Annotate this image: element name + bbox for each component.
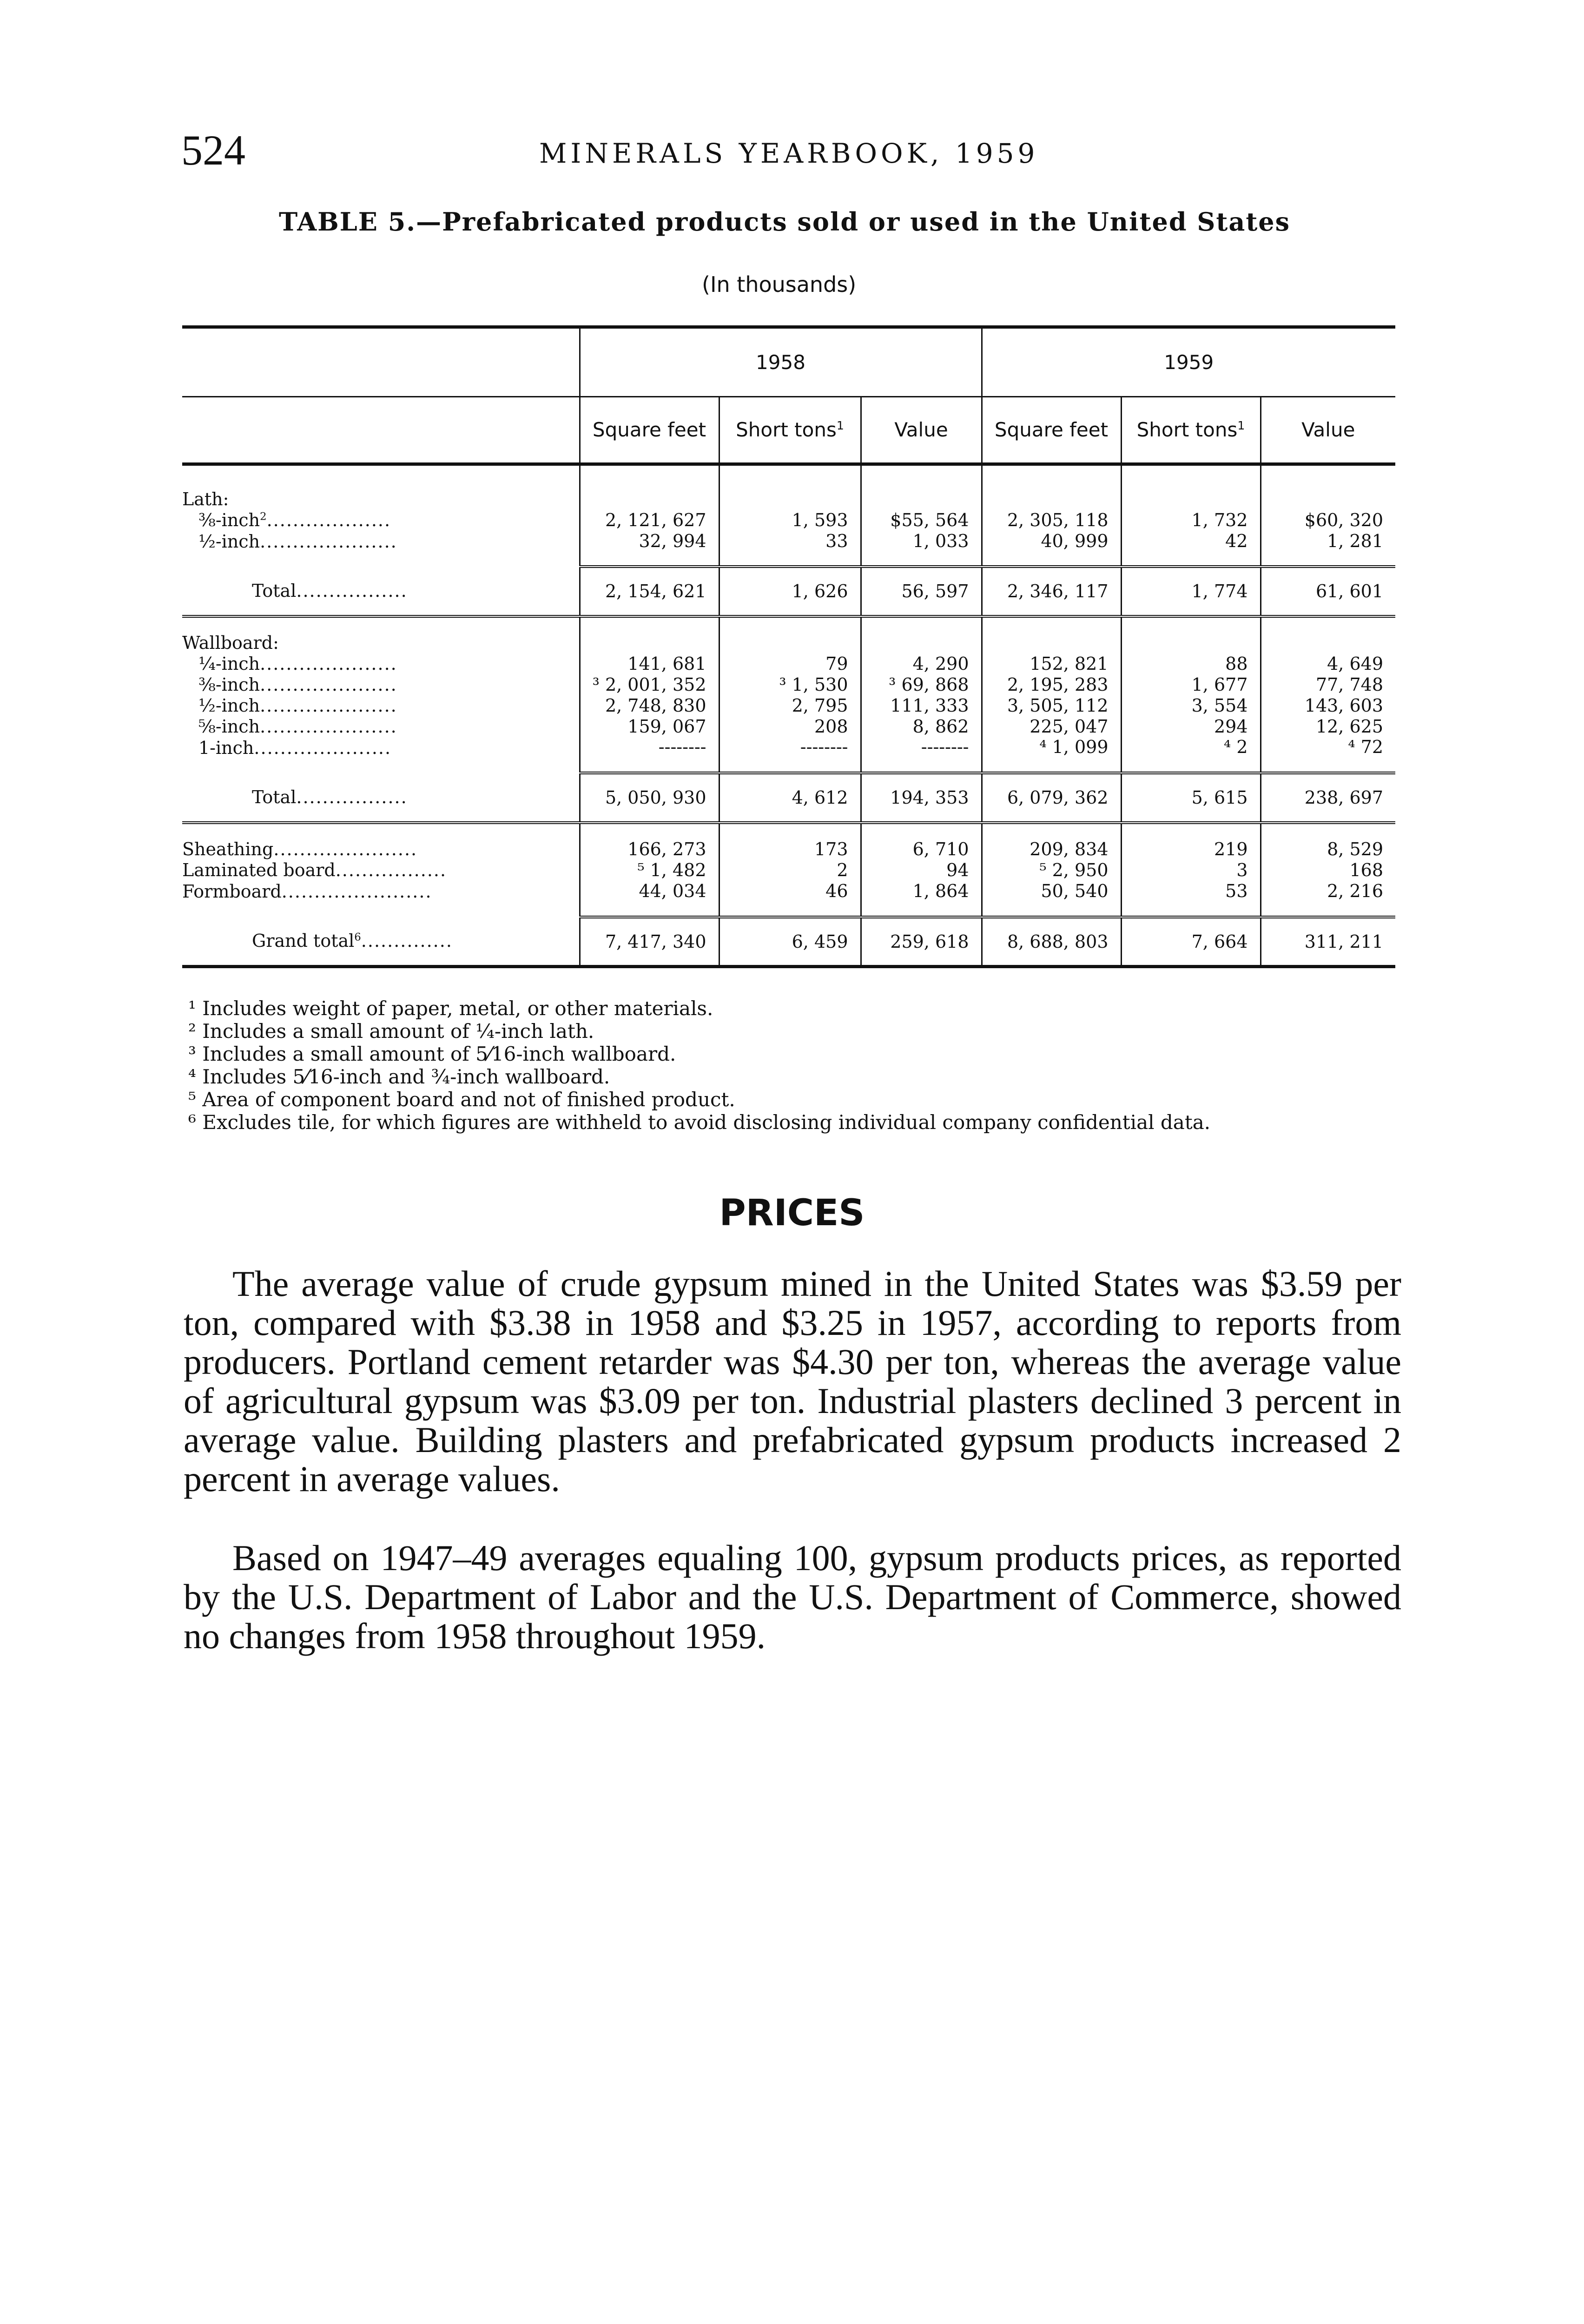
prices-paragraph-1: The average value of crude gypsum mined in the United States was $3.59 per ton, compared with $3.38 in 1958 and $3.25 in 1957, according to reports from producers. Portland cement retarder was $4.30 per ton, whereas the average value of agricultural gypsum was $3.09 per ton. Industrial plasters declined 3 percent in average value. Building plasters and prefabricated gypsum products increased 2 percent in average values. [184,1263,1401,1499]
table-row [182,531,1395,567]
table-row [182,823,1395,860]
section-heading-row [182,616,1395,654]
total-row [182,773,1395,823]
table-cell: 294 [1121,716,1261,737]
table-cell: 1, 677 [1121,674,1261,695]
footnote: ⁴ Includes 5⁄16-inch and ¾-inch wallboard. [188,1065,610,1088]
table-cell: 8, 688, 803 [982,917,1121,967]
row-label: ⅜-inch..................... [198,674,397,695]
row-label: ⅜-inch$^2$................... [198,509,391,530]
table-row [182,716,1395,737]
table-cell: 1, 033 [861,531,982,567]
column-header: Short tons$^1$ [719,397,861,464]
table-cell: 12, 625 [1261,716,1395,737]
running-head: MINERALS YEARBOOK, 1959 [539,138,1039,169]
row-label: Lath: [182,489,229,509]
year-header-1959: 1959 [982,329,1395,397]
row-label: ½-inch..................... [198,531,397,552]
row-label: Total................. [252,786,408,807]
row-label: Wallboard: [182,616,580,654]
row-label: Laminated board................. [182,859,447,880]
footnote: ³ Includes a small amount of 5⁄16-inch wallboard. [188,1043,676,1065]
table-cell: 2, 795 [719,695,861,716]
table-cell: 4, 649 [1261,654,1395,674]
table-cell: 209, 834 [982,823,1121,860]
table-cell: 1, 732 [1121,510,1261,531]
table-cell: 5, 615 [1121,773,1261,823]
table-cell: 32, 994 [580,531,719,567]
footnote: ¹ Includes weight of paper, metal, or other materials. [188,997,713,1020]
table-footnotes [188,997,1397,1134]
table-cell: 6, 079, 362 [982,773,1121,823]
table-cell: 141, 681 [580,654,719,674]
column-header: Square feet [580,397,719,464]
row-label: Grand total$^6$.............. [182,917,580,967]
table-cell: 88 [1121,654,1261,674]
table-cell: 1, 864 [861,881,982,917]
table-cell: 2, 216 [1261,881,1395,917]
table-row [182,737,1395,773]
table-row [182,654,1395,674]
column-header: Square feet [982,397,1121,464]
table-cell: 94 [861,860,982,881]
table-cell: 5, 050, 930 [580,773,719,823]
table-cell: 152, 821 [982,654,1121,674]
table-cell: 46 [719,881,861,917]
table-cell: 2, 346, 117 [982,567,1121,616]
row-label: ½-inch..................... [198,695,397,716]
table-cell: 7, 664 [1121,917,1261,967]
table-cell: 53 [1121,881,1261,917]
page-number: 524 [181,126,245,174]
table-cell: -------- [861,737,982,773]
table-cell: 259, 618 [861,917,982,967]
table-cell: 8, 862 [861,716,982,737]
table-cell: 8, 529 [1261,823,1395,860]
table-cell: 50, 540 [982,881,1121,917]
table-cell: 1, 774 [1121,567,1261,616]
table-cell: -------- [719,737,861,773]
table-cell: 225, 047 [982,716,1121,737]
table-cell: 61, 601 [1261,567,1395,616]
table-cell: ³ 69, 868 [861,674,982,695]
row-label: Total................. [252,580,408,601]
table-cell: 143, 603 [1261,695,1395,716]
table-row [182,695,1395,716]
table-cell: 79 [719,654,861,674]
column-header: Short tons$^1$ [1121,397,1261,464]
table-cell: -------- [580,737,719,773]
row-label: Formboard....................... [182,881,432,902]
table-cell: 6, 710 [861,823,982,860]
table-cell: ⁴ 72 [1261,737,1395,773]
row-label: Sheathing...................... [182,823,580,860]
table-cell: 3, 505, 112 [982,695,1121,716]
row-label: ⅝-inch..................... [198,716,397,737]
column-header: Value [1261,397,1395,464]
table-cell: $60, 320 [1261,510,1395,531]
footnote: ² Includes a small amount of ¼-inch lath. [188,1020,594,1043]
table-cell: 173 [719,823,861,860]
table-cell: ⁴ 2 [1121,737,1261,773]
row-label: ¼-inch..................... [198,654,397,674]
table-row [182,860,1395,881]
footnote: ⁵ Area of component board and not of finished product. [188,1088,735,1111]
year-header-1958: 1958 [580,329,982,397]
table-cell: 111, 333 [861,695,982,716]
row-label: 1-inch..................... [198,737,392,758]
table-cell: 3, 554 [1121,695,1261,716]
table-cell: 6, 459 [719,917,861,967]
prices-heading: PRICES [719,1192,865,1234]
table-cell: $55, 564 [861,510,982,531]
table-row [182,510,1395,531]
table-cell: 2, 154, 621 [580,567,719,616]
table-cell: ³ 1, 530 [719,674,861,695]
table-row [182,881,1395,917]
table-cell: 1, 626 [719,567,861,616]
table-cell: 44, 034 [580,881,719,917]
table-cell: 1, 281 [1261,531,1395,567]
prices-paragraph-2: Based on 1947–49 averages equaling 100, gypsum products prices, as reported by the U.S. Department of Labor and the U.S. Department of Commerce, showed no changes from 1958 throughout 1959. [184,1538,1401,1656]
table-cell: 4, 612 [719,773,861,823]
grand-total-row [182,917,1395,967]
total-row [182,567,1395,616]
table-subtitle: (In thousands) [702,272,857,297]
table-cell: 238, 697 [1261,773,1395,823]
table-cell: 219 [1121,823,1261,860]
table-cell: 168 [1261,860,1395,881]
table-cell: 2, 305, 118 [982,510,1121,531]
table-cell: 2, 195, 283 [982,674,1121,695]
table-cell: 208 [719,716,861,737]
table-cell: 159, 067 [580,716,719,737]
table-cell: 311, 211 [1261,917,1395,967]
table-cell: 77, 748 [1261,674,1395,695]
table-cell: 33 [719,531,861,567]
table-cell: 166, 273 [580,823,719,860]
table-cell: ³ 2, 001, 352 [580,674,719,695]
table-cell: ⁵ 1, 482 [580,860,719,881]
table-cell: 2, 748, 830 [580,695,719,716]
table-cell: 2, 121, 627 [580,510,719,531]
footnote: ⁶ Excludes tile, for which figures are withheld to avoid disclosing individual company confidential data. [188,1111,1211,1134]
table-row [182,674,1395,695]
table-cell: ⁴ 1, 099 [982,737,1121,773]
table-cell: 42 [1121,531,1261,567]
table-cell: 2 [719,860,861,881]
table-cell: 1, 593 [719,510,861,531]
table-cell: 7, 417, 340 [580,917,719,967]
table-title: TABLE 5.—Prefabricated products sold or used in the United States [279,207,1291,237]
table-cell: ⁵ 2, 950 [982,860,1121,881]
table-cell: 3 [1121,860,1261,881]
table-cell: 194, 353 [861,773,982,823]
table-cell: 40, 999 [982,531,1121,567]
column-header-row [182,397,1395,464]
table-cell: 4, 290 [861,654,982,674]
prefabricated-products-table [182,325,1395,968]
column-header: Value [861,397,982,464]
section-heading-row [182,464,1395,510]
page-header [181,125,1074,177]
table-cell: 56, 597 [861,567,982,616]
year-header-row [182,329,1395,397]
